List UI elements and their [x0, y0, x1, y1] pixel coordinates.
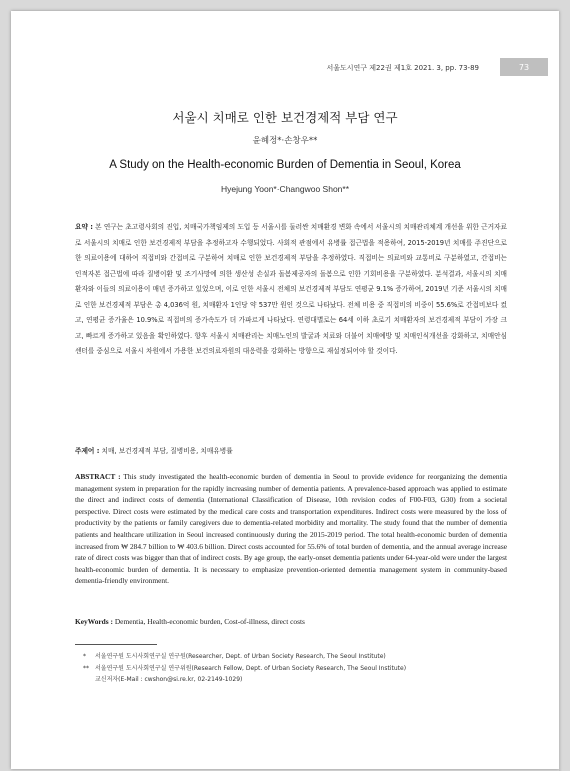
footnote-text: 교신저자(E-Mail : cwshon@si.re.kr, 02-2149-1029): [95, 676, 243, 683]
korean-title: 서울시 치매로 인한 보건경제적 부담 연구: [172, 110, 398, 125]
footnote-divider: [75, 644, 157, 645]
english-authors: Hyejung Yoon*·Changwoo Shon**: [220, 184, 350, 194]
korean-authors: 윤혜정*·손창우**: [252, 136, 318, 146]
korean-abstract: [75, 220, 507, 360]
korean-abstract-label: 요약 :: [75, 223, 93, 231]
footnotes: [83, 651, 515, 686]
page-shadow: [559, 14, 562, 771]
footnote-mark: *: [83, 653, 86, 660]
english-abstract: [75, 471, 507, 587]
english-keywords-text: Dementia, Health-economic burden, Cost-of-illness, direct costs: [112, 617, 305, 626]
korean-keywords: [75, 445, 507, 455]
footnote-item: [95, 674, 515, 686]
english-abstract-label: ABSTRACT :: [75, 472, 121, 481]
korean-abstract-text: 본 연구는 초고령사회의 진입, 치매국가책임제의 도입 등 서울시를 둘러싼 치매환경 변화 속에서 서울시의 치매관리체계 개선을 위한 근거자료로 서울시의 치매로 인한 보건경제적 부담을 추정하고자 수행되었다. 사회적 관점에서 유병률 접근법을 적용하여, 2015-2019년 치매를 주진단으로 한 의료이용에 대하여 직접비와 간접비로 구분하여 치매로 인한 보건경제적 부담을 추정하였다. 직접비는 의료비와 교통비로 구분하였고, 간접비는 인적자본 접근법에 따라 질병이환 및 조기사망에 의한 생산성 손실과 돌봄제공자의 돌봄으로 인한 기회비용을 구분하였다. 분석결과, 서울시의 치매환자와 이들의 의료이용이 매년 증가하고 있었으며, 이로 인한 서울시 전체의 보건경제적 부담도 연평균 9.1% 증가하여, 2019년 기준 서울시의 치매로 인한 보건경제적 부담은 총 4,036억 원, 치매환자 1인당 약 537만 원인 것으로 나타났다. 전체 비용 중 직접비의 비중이 55.6%로 간접비보다 컸고, 연평균 증가율은 10.9%로 직접비의 증가속도가 더 가파르게 나타났다. 연령대별로는 64세 이하 초로기 치매환자의 보건경제적 부담이 가장 크고, 빠르게 증가하고 있음을 확인하였다. 향후 서울시 치매관리는 치매노인의 발굴과 치료와 더불어 치매예방 및 치매인식개선을 강화하고, 치매안심센터를 중심으로 서울시 차원에서 가용한 보건의료자원의 대응력을 강화하는 방향으로 재설정되어야 할 것이다.: [75, 223, 507, 355]
english-keywords: [75, 617, 507, 626]
page-number-badge: [500, 58, 548, 76]
footnote-mark: **: [83, 664, 89, 672]
footnote-text: 서울연구원 도시사회연구실 연구위원(Research Fellow, Dept. of Urban Society Research, The Seoul Institute): [95, 664, 407, 672]
footnote-item: [83, 651, 515, 663]
korean-keywords-label: 주제어 :: [75, 447, 100, 455]
english-keywords-label: KeyWords :: [75, 617, 113, 626]
english-abstract-text: This study investigated the health-economic burden of dementia in Seoul to provide evidence for reorganizing the dementia management system in preparation for the rapidly increasing number of dementia patients. A prevalence-based approach was applied to estimate the direct and indirect costs of dementia (International Classification of Disease, 10th revision codes of F00-F03, G30) from a societal perspective. Direct costs were estimated by the medical care costs and transportation expenditures. Indirect costs were measured by the loss of productivity by the patients or family caregivers due to dementia-related morbidity and mortality. The study found that the number of dementia patients and healthcare utilization in Seoul increased continuously during the 2015-2019 period. The total health-economic burden of dementia increased from ₩ 284.7 billion to ₩ 403.6 billion. Direct costs accounted for 55.6% of total burden of dementia, and the annual average increase rate of direct costs was bigger than that of indirect costs. By age group, the early-onset dementia patients under 64-year-old were under the largest health-economic burden of dementia. It is necessary to emphasize prevention-oriented dementia management system in community-based dementia-friendly environment.: [75, 472, 507, 586]
footnote-item: [83, 663, 515, 675]
page-number: 73: [518, 62, 530, 72]
running-head: 서울도시연구 제22권 제1호 2021. 3, pp. 73-89: [326, 64, 479, 72]
paper-page: [11, 11, 559, 769]
korean-keywords-text: 치매, 보건경제적 부담, 질병비용, 치매유병률: [99, 447, 233, 455]
footnote-text: 서울연구원 도시사회연구실 연구원(Researcher, Dept. of Urban Society Research, The Seoul Institute): [95, 653, 386, 660]
english-title: A Study on the Health-economic Burden of Dementia in Seoul, Korea: [109, 159, 461, 171]
